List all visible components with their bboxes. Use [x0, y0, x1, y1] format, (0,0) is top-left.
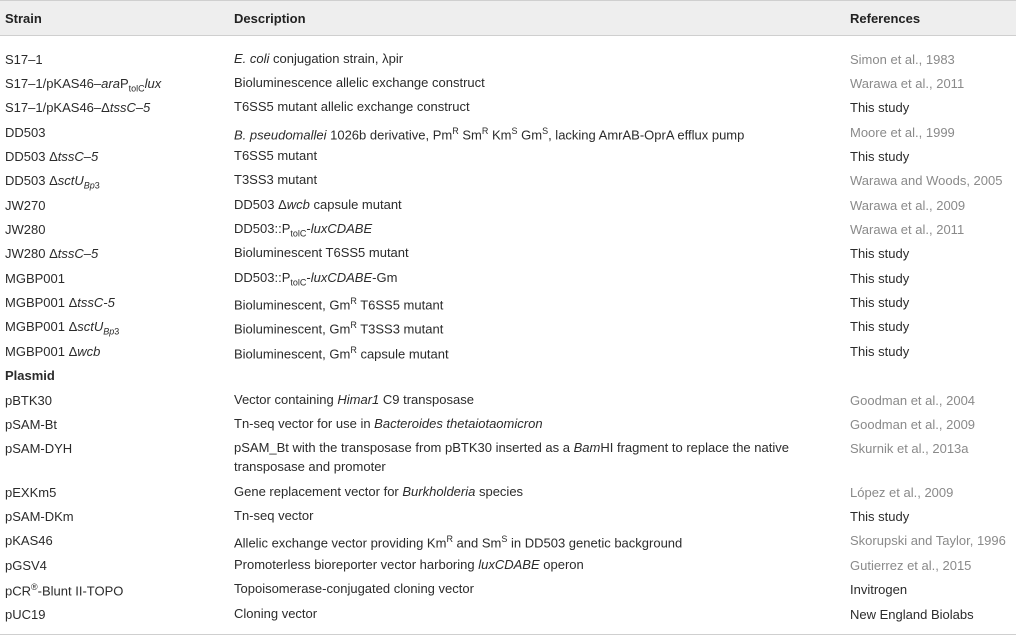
cell-strain: S17–1/pKAS46–araP$_{tolC}$lux	[5, 76, 162, 94]
cell-reference: This study	[850, 149, 910, 164]
cell-strain: DD503 ΔtssC–5	[5, 149, 99, 164]
cell-reference[interactable]: Gutierrez et al., 2015	[850, 558, 972, 573]
cell-description: Bioluminescent, $Gm^R$ T6SS5 mutant	[234, 296, 444, 313]
cell-description: DD503 Δwcb capsule mutant	[234, 197, 402, 212]
cell-reference: This study	[850, 295, 910, 310]
cell-strain: MGBP001	[5, 271, 65, 286]
cell-reference: This study	[850, 509, 910, 524]
cell-description: $DD503::P_{tolC}$-luxCDABE	[234, 221, 373, 239]
cell-strain: pCR®-Blunt II-TOPO	[5, 582, 124, 599]
section-label-plasmid: Plasmid	[5, 368, 55, 383]
cell-description: pSAM_Bt with the transposase from pBTK30 inserted as a BamHI fragment to replace the native transposase and promoter	[234, 440, 789, 474]
cell-description: Vector containing Himar1 C9 transposase	[234, 392, 474, 407]
cell-description: Bioluminescent T6SS5 mutant	[234, 245, 409, 260]
cell-strain: S17–1	[5, 52, 43, 67]
cell-strain: JW280 ΔtssC–5	[5, 246, 99, 261]
cell-description: Bioluminescence allelic exchange construct	[234, 75, 485, 90]
cell-reference[interactable]: Simon et al., 1983	[850, 52, 955, 67]
header-description: Description	[234, 11, 306, 26]
cell-reference[interactable]: Skorupski and Taylor, 1996	[850, 533, 1006, 548]
cell-reference[interactable]: Warawa et al., 2011	[850, 222, 965, 237]
cell-reference: This study	[850, 246, 910, 261]
cell-strain: pEXKm5	[5, 485, 57, 500]
cell-strain: pSAM-DYH	[5, 441, 73, 456]
cell-strain: S17–1/pKAS46–ΔtssC–5	[5, 100, 151, 115]
cell-strain: JW270	[5, 198, 46, 213]
cell-strain: pSAM-DKm	[5, 509, 74, 524]
cell-reference[interactable]: Moore et al., 1999	[850, 125, 955, 140]
cell-reference: New England Biolabs	[850, 607, 974, 622]
cell-description: T3SS3 mutant	[234, 172, 318, 187]
cell-strain: MGBP001 Δwcb	[5, 344, 101, 359]
cell-reference: This study	[850, 100, 910, 115]
cell-description: Tn-seq vector for use in Bacteroides thetaiotaomicron	[234, 416, 543, 431]
cell-strain: pKAS46	[5, 533, 53, 548]
header-strain: Strain	[5, 11, 42, 26]
cell-description: Topoisomerase-conjugated cloning vector	[234, 581, 474, 596]
cell-strain: pBTK30	[5, 393, 52, 408]
cell-reference[interactable]: Skurnik et al., 2013a	[850, 441, 969, 456]
cell-description: E. coli conjugation strain, λpir	[234, 51, 404, 66]
cell-strain: pSAM-Bt	[5, 417, 58, 432]
cell-description: Cloning vector	[234, 606, 318, 621]
table-header	[0, 0, 1016, 36]
cell-description: Bioluminescent, $Gm^R$ capsule mutant	[234, 345, 449, 362]
cell-reference: This study	[850, 344, 910, 359]
cell-description: Allelic exchange vector providing $Km^R$ and $Sm^S$ in DD503 genetic background	[234, 534, 683, 551]
cell-reference: This study	[850, 271, 910, 286]
cell-strain: JW280	[5, 222, 46, 237]
cell-description: Gene replacement vector for Burkholderia species	[234, 484, 524, 499]
cell-description: T6SS5 mutant	[234, 148, 318, 163]
cell-description: B. pseudomallei 1026b derivative, $Pm^R$ $Sm^R$ $Km^S$ $Gm^S$, lacking AmrAB-OprA efflux pump	[234, 126, 745, 143]
cell-reference[interactable]: Warawa and Woods, 2005	[850, 173, 1003, 188]
cell-strain: MGBP001 ΔtssC-5	[5, 295, 115, 310]
cell-description: T6SS5 mutant allelic exchange construct	[234, 99, 470, 114]
header-references: References	[850, 11, 921, 26]
cell-reference[interactable]: Warawa et al., 2011	[850, 76, 965, 91]
cell-reference[interactable]: Goodman et al., 2004	[850, 393, 976, 408]
cell-strain: pGSV4	[5, 558, 47, 573]
cell-strain: DD503	[5, 125, 46, 140]
cell-description: Bioluminescent, $Gm^R$ T3SS3 mutant	[234, 320, 444, 337]
cell-reference[interactable]: Goodman et al., 2009	[850, 417, 976, 432]
cell-description: $DD503::P_{tolC}-luxCDABE-Gm$	[234, 270, 398, 288]
cell-description: Promoterless bioreporter vector harboring luxCDABE operon	[234, 557, 584, 572]
table-bottom-rule	[0, 634, 1016, 635]
cell-reference[interactable]: López et al., 2009	[850, 485, 954, 500]
cell-reference[interactable]: Warawa et al., 2009	[850, 198, 966, 213]
cell-strain: pUC19	[5, 607, 46, 622]
cell-description: Tn-seq vector	[234, 508, 314, 523]
cell-strain: MGBP001 ΔsctU$_{Bp3}$	[5, 319, 120, 337]
cell-reference: Invitrogen	[850, 582, 908, 597]
cell-strain: DD503 ΔsctU$_{Bp3}$	[5, 173, 100, 191]
cell-reference: This study	[850, 319, 910, 334]
